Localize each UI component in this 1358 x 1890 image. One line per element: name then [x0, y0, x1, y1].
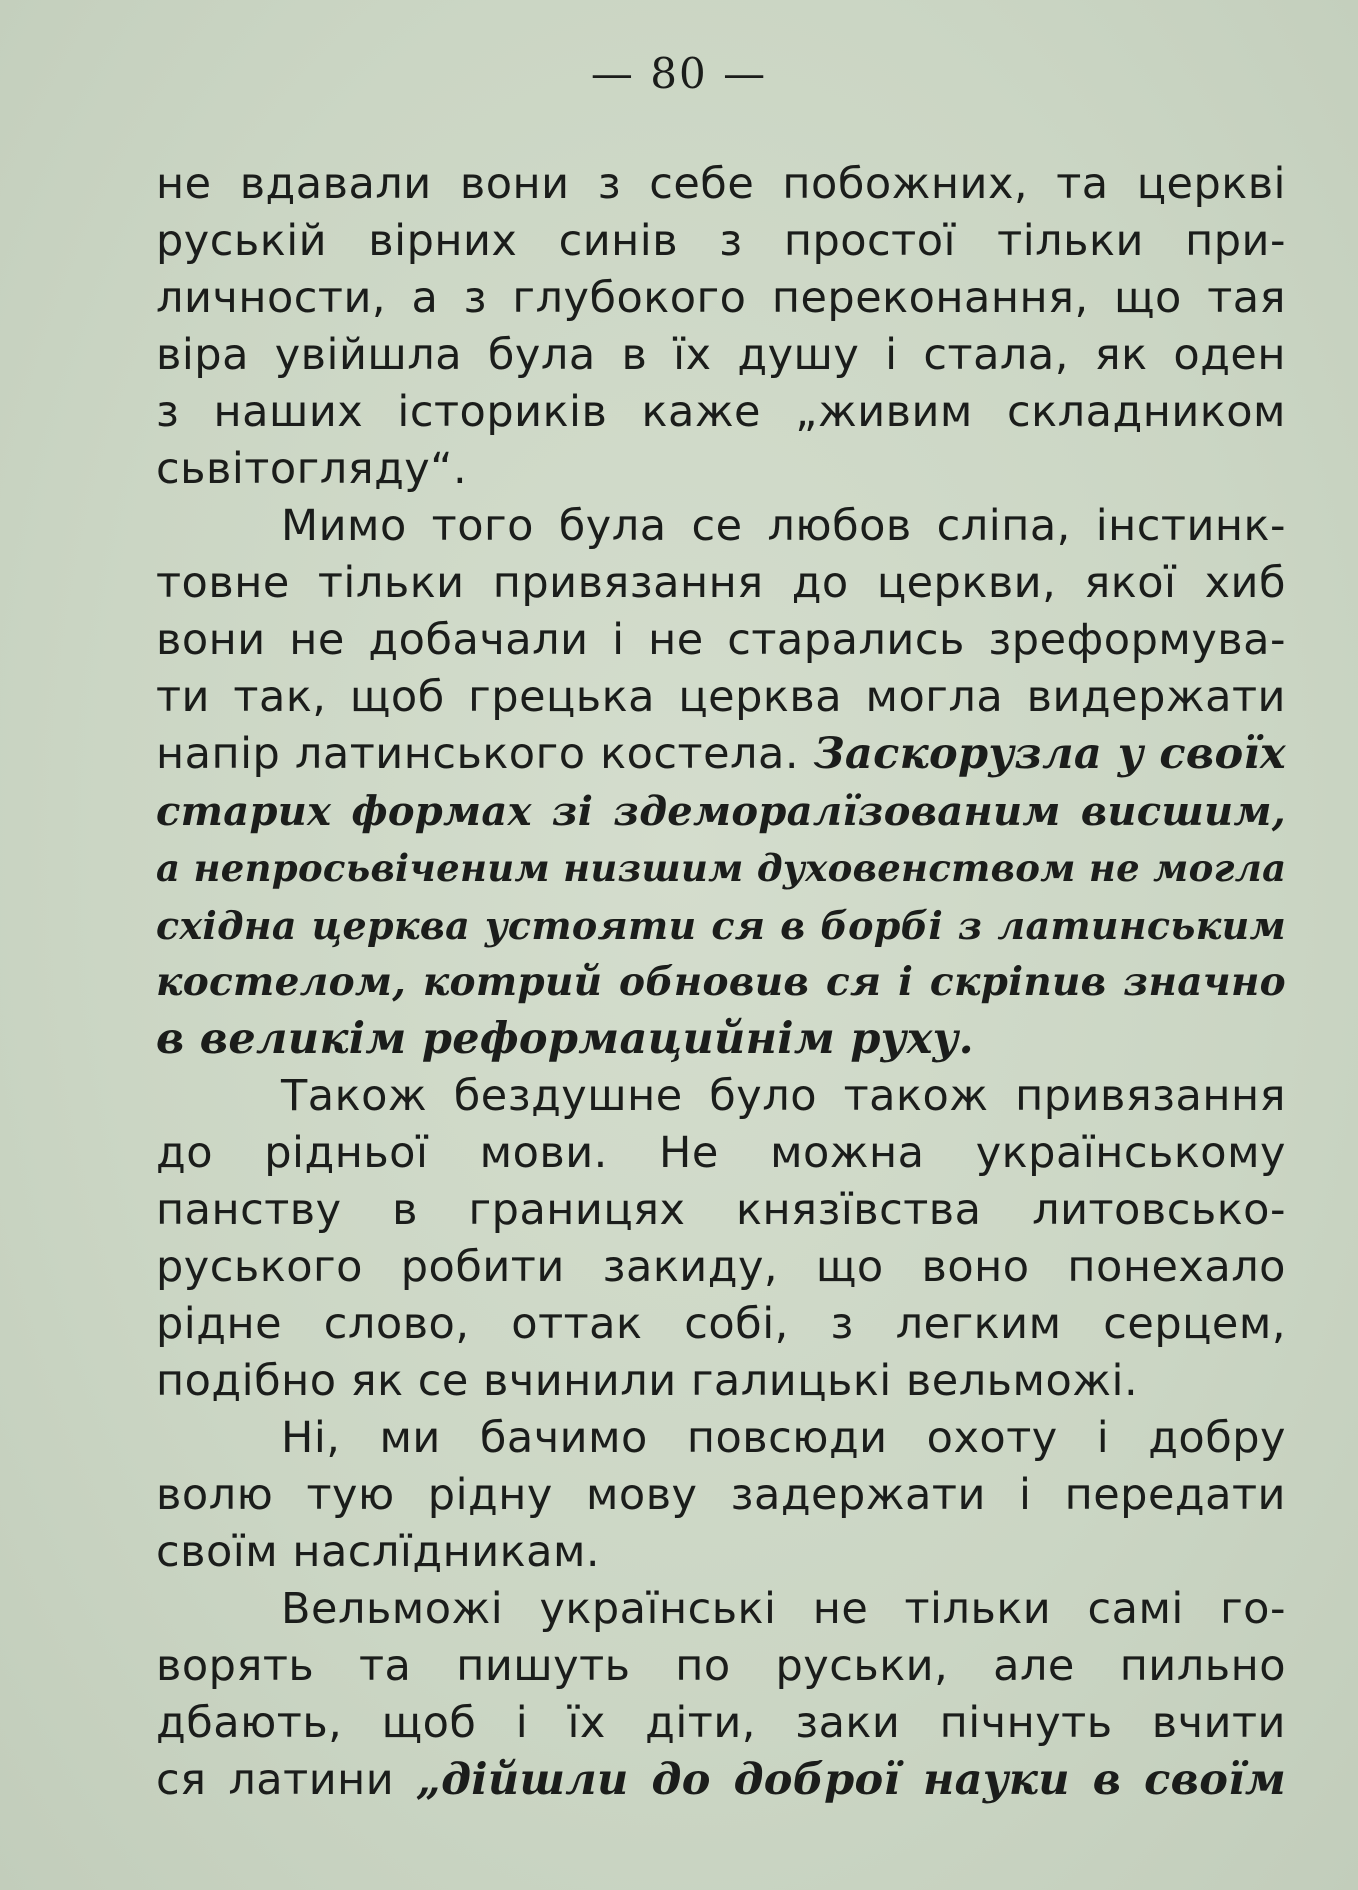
text-line: а непросьвіченим низшим духовенством не могла: [156, 846, 1287, 890]
text-line: Мимо того була се любов сліпа, інстинк-: [281, 501, 1286, 551]
text-segment: „дійшли до доброї науки в своїм: [416, 1755, 1287, 1805]
text-line: в великім реформацийнім руху.: [156, 1014, 974, 1064]
text-line: дбають, щоб і їх діти, заки пічнуть вчити: [156, 1698, 1286, 1748]
text-line: [156, 726, 1286, 783]
text-line: ти так, щоб грецька церква могла видержати: [156, 672, 1286, 722]
text-line: товне тільки привязання до церкви, якої хиб: [156, 558, 1286, 608]
text-line: Також бездушне було також привязання: [281, 1071, 1286, 1121]
text-line: старих формах зі здеморалїзованим висшим,: [156, 788, 1286, 835]
text-line: сьвітогляду“.: [156, 444, 468, 494]
text-line: східна церква устояти ся в борбі з латинським: [156, 903, 1286, 948]
text-line: волю тую рідну мову задержати і передати: [156, 1470, 1286, 1520]
text-segment: напір латинського костела.: [156, 729, 814, 779]
text-line: не вдавали вони з себе побожних, та церкві: [156, 159, 1286, 209]
text-segment: Заскорузла у своїх: [813, 729, 1286, 779]
text-line: віра увійшла була в їх душу і стала, як оден: [156, 330, 1286, 380]
text-line: руського робити закиду, що воно понехало: [156, 1242, 1286, 1292]
body-text: [156, 156, 1286, 1809]
text-line: личности, а з глубокого переконання, що тая: [156, 273, 1286, 323]
text-line: з наших істориків каже „живим складником: [156, 387, 1286, 437]
text-segment: ся латини: [156, 1755, 417, 1805]
text-line: руській вірних синів з простої тільки при-: [156, 216, 1286, 266]
text-line: костелом, котрий обновив ся і скріпив значно: [156, 959, 1286, 1005]
page-number: — 80 —: [590, 49, 768, 98]
text-line: до рідньої мови. Не можна українському: [156, 1128, 1286, 1178]
text-line: панству в границях князївства литовсько-: [156, 1185, 1286, 1235]
text-line: вони не добачали і не старались зреформува-: [156, 615, 1286, 665]
text-line: ворять та пишуть по руськи, але пильно: [156, 1641, 1286, 1691]
text-line: рідне слово, оттак собі, з легким серцем,: [156, 1299, 1286, 1349]
text-line: Вельможі українські не тільки самі го-: [281, 1584, 1286, 1634]
text-line: Ні, ми бачимо повсюди охоту і добру: [281, 1413, 1286, 1463]
text-line: подібно як се вчинили галицькі вельможі.: [156, 1356, 1139, 1406]
text-line: своїм наслїдникам.: [156, 1527, 601, 1577]
text-line: [156, 1752, 1286, 1809]
